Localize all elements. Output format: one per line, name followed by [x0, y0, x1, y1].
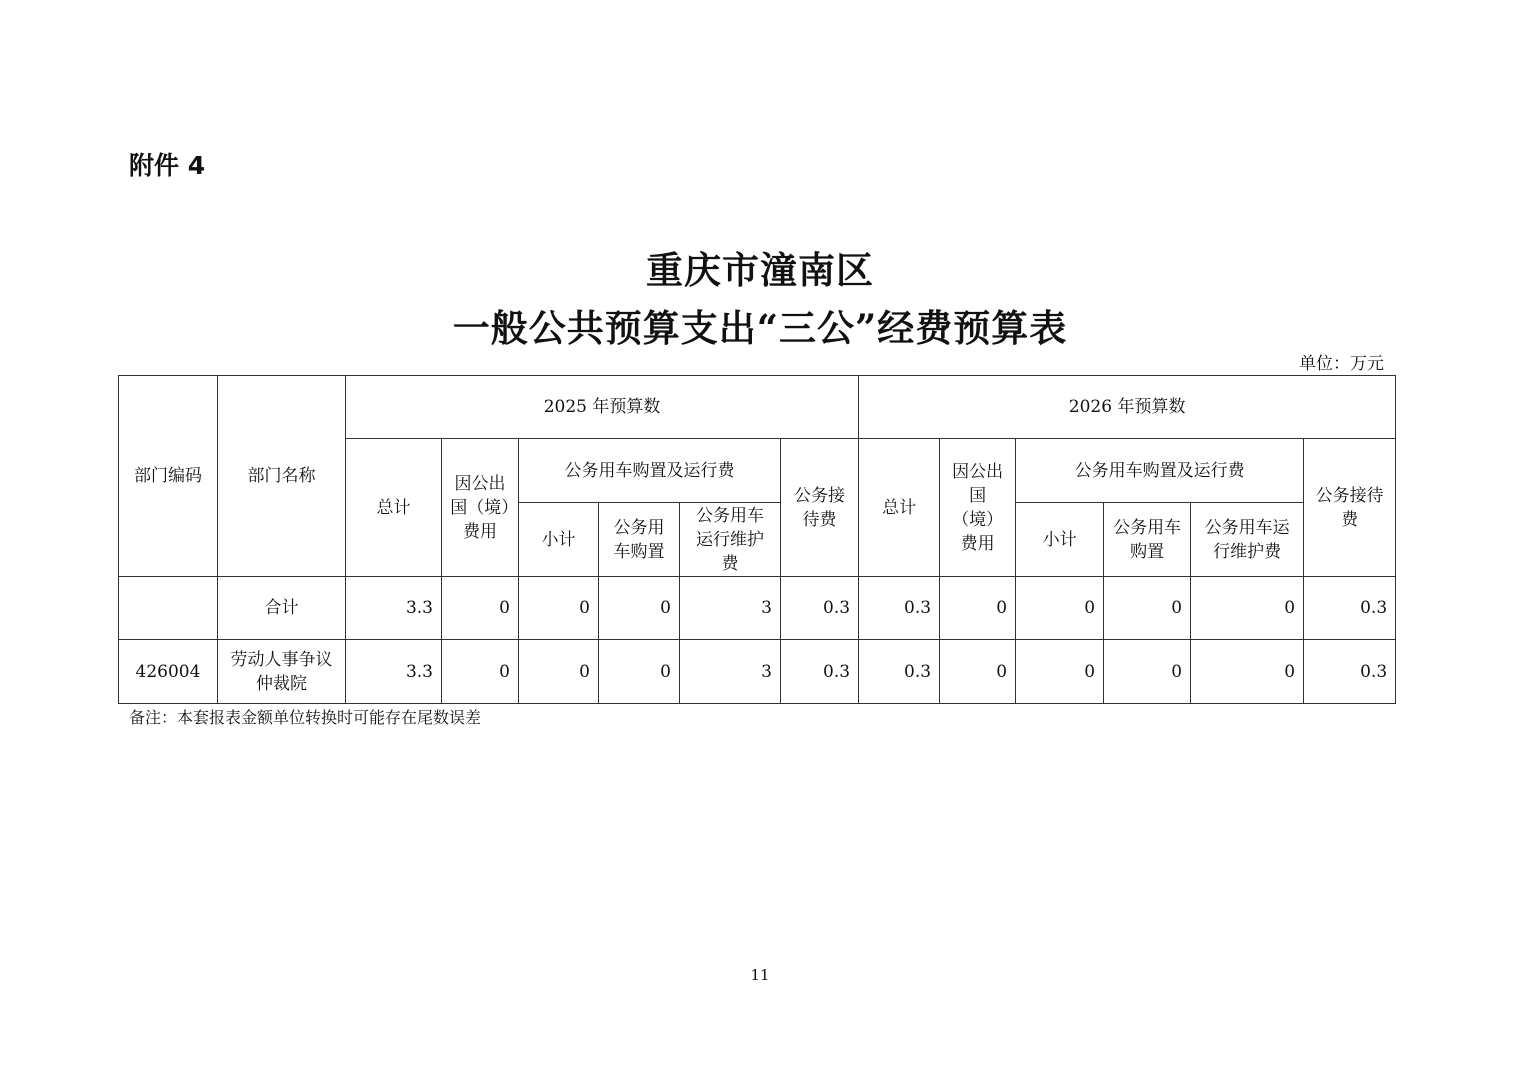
cell-2026-reception: 0.3: [1304, 577, 1396, 640]
header-dept-name: 部门名称: [218, 376, 346, 577]
cell-2026-abroad: 0: [940, 577, 1016, 640]
cell-2025-total: 3.3: [346, 577, 442, 640]
header-2025-vehicle-purchase: 公务用车购置: [599, 503, 680, 577]
row-dept-name: 劳动人事争议仲裁院: [218, 640, 346, 704]
row-total-name: 合计: [218, 577, 346, 640]
cell-2025-reception: 0.3: [781, 577, 859, 640]
cell-2025-total: 3.3: [346, 640, 442, 704]
cell-2026-subtotal: 0: [1016, 640, 1104, 704]
table-row-dept: [119, 640, 1396, 704]
cell-2026-total: 0.3: [859, 577, 940, 640]
cell-2025-subtotal: 0: [519, 577, 599, 640]
page-title-line2: 一般公共预算支出“三公”经费预算表: [452, 306, 1068, 350]
cell-2025-abroad: 0: [442, 640, 519, 704]
header-2026-vehicle-purchase: 公务用车购置: [1104, 503, 1191, 577]
header-year-2025: 2025 年预算数: [346, 376, 859, 439]
cell-2026-vehicle-operation: 0: [1191, 577, 1304, 640]
page-title-line1: 重庆市潼南区: [646, 248, 874, 292]
cell-2026-vehicle-operation: 0: [1191, 640, 1304, 704]
cell-2025-vehicle-operation: 3: [680, 640, 781, 704]
cell-2026-vehicle-purchase: 0: [1104, 640, 1191, 704]
header-2026-subtotal: 小计: [1016, 503, 1104, 577]
header-dept-code: 部门编码: [119, 376, 218, 577]
cell-2025-abroad: 0: [442, 577, 519, 640]
row-total-code: [119, 577, 218, 640]
cell-2025-vehicle-purchase: 0: [599, 640, 680, 704]
cell-2025-vehicle-purchase: 0: [599, 577, 680, 640]
table-row-total: [119, 577, 1396, 640]
unit-label: 单位：万元: [1299, 354, 1384, 374]
header-2026-vehicle-group: 公务用车购置及运行费: [1016, 439, 1304, 503]
header-2025-reception: 公务接待费: [781, 439, 859, 577]
header-2025-subtotal: 小计: [519, 503, 599, 577]
header-2025-total: 总计: [346, 439, 442, 577]
header-2026-vehicle-operation: 公务用车运行维护费: [1191, 503, 1304, 577]
cell-2026-subtotal: 0: [1016, 577, 1104, 640]
cell-2026-abroad: 0: [940, 640, 1016, 704]
cell-2026-total: 0.3: [859, 640, 940, 704]
cell-2025-subtotal: 0: [519, 640, 599, 704]
cell-2026-vehicle-purchase: 0: [1104, 577, 1191, 640]
header-2026-reception: 公务接待费: [1304, 439, 1396, 577]
page-number: 11: [750, 966, 770, 984]
cell-2025-reception: 0.3: [781, 640, 859, 704]
header-2026-total: 总计: [859, 439, 940, 577]
header-row-years: [119, 376, 1396, 439]
header-2025-abroad: 因公出国（境）费用: [442, 439, 519, 577]
cell-2026-reception: 0.3: [1304, 640, 1396, 704]
cell-2025-vehicle-operation: 3: [680, 577, 781, 640]
header-2025-vehicle-operation: 公务用车运行维护费: [680, 503, 781, 577]
attachment-label: 附件 4: [129, 151, 206, 180]
header-2026-abroad: 因公出国（境）费用: [940, 439, 1016, 577]
budget-table: [118, 375, 1396, 704]
header-2025-vehicle-group: 公务用车购置及运行费: [519, 439, 781, 503]
header-year-2026: 2026 年预算数: [859, 376, 1396, 439]
row-dept-code: 426004: [119, 640, 218, 704]
footnote: 备注：本套报表金额单位转换时可能存在尾数误差: [129, 708, 482, 727]
